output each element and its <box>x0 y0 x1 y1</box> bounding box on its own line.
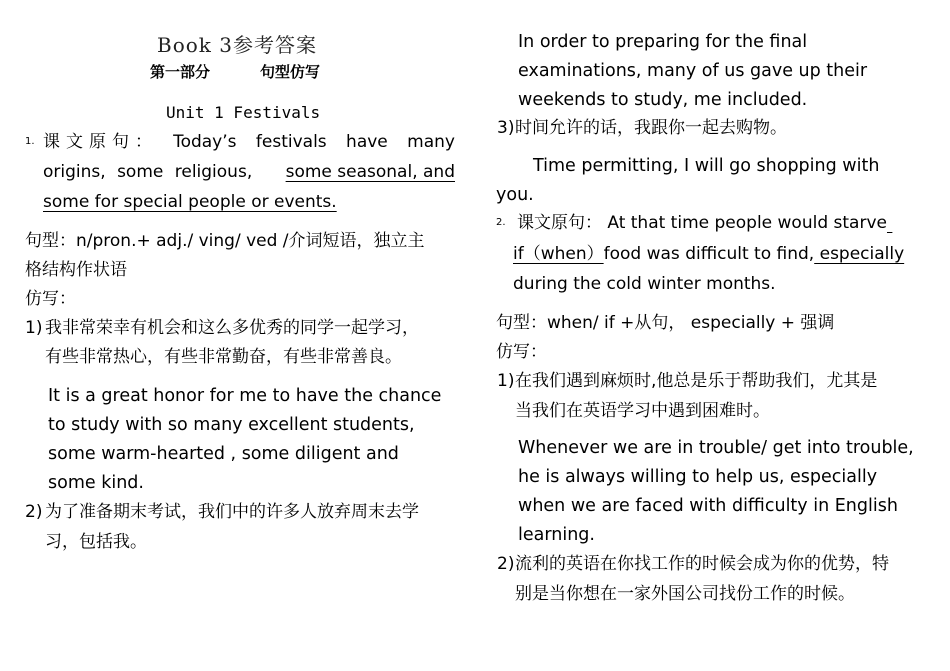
item1-ex2-en-line1: In order to preparing for the final <box>518 32 808 52</box>
item1-ex1-zh-line2: 有些非常热心，有些非常勤奋，有些非常善良。 <box>45 347 402 367</box>
item2-ex1-zh-line1: 在我们遇到麻烦时,他总是乐于帮助我们，尤其是 <box>515 371 878 391</box>
item1-pattern-line2: 格结构作状语 <box>25 260 127 280</box>
item1-ex3-zh: 时间允许的话，我跟你一起去购物。 <box>515 118 787 138</box>
item1-pattern-line1: 句型：n/pron.+ adj./ ving/ ved /介词短语，独立主 <box>25 231 425 251</box>
item2-ex2-zh-line2: 别是当你想在一家外国公司找份工作的时候。 <box>515 584 855 604</box>
item1-ex3-number: 3) <box>497 118 515 138</box>
item1-text-b: origins, some religious, <box>43 162 253 182</box>
unit-heading: Unit 1 Festivals <box>166 103 321 122</box>
item1-ex2-zh-line1: 为了准备期末考试，我们中的许多人放弃周末去学 <box>45 502 419 522</box>
item1-ex3-en-line1: Time permitting, I will go shopping with <box>533 156 880 176</box>
item2-text-b-underlined: if（when） <box>513 244 604 264</box>
item1-original <box>25 127 455 217</box>
page-title: Book 3参考答案 <box>157 33 317 57</box>
item1-text-a: Today’s festivals have many <box>173 132 455 152</box>
item2-text-c: during the cold winter months. <box>513 274 776 294</box>
item1-ex1-en-line4: some kind. <box>48 473 144 493</box>
item2-ex2-zh-line1: 流利的英语在你找工作的时候会成为你的优势，特 <box>515 554 889 574</box>
item1-ex1-number: 1) <box>25 318 43 338</box>
item2-imitate-label: 仿写： <box>496 342 547 362</box>
item2-pattern: 句型：when/ if +从句， especially + 强调 <box>496 313 835 333</box>
item1-ex1-en-line1: It is a great honor for me to have the chance <box>48 386 442 406</box>
item2-ex2-number: 2) <box>497 554 515 574</box>
item2-ex1-en-line4: learning. <box>518 525 595 545</box>
item1-ex3-en-line2: you. <box>496 185 534 205</box>
item2-ex1-number: 1) <box>497 371 515 391</box>
item2-ex1-en-line3: when we are faced with difficulty in English <box>518 496 898 516</box>
item2-number: 2. <box>496 217 506 228</box>
item1-ex2-en-line3: weekends to study, me included. <box>518 90 808 110</box>
item2-original-line1 <box>496 208 892 238</box>
item2-text-a: At that time people would starve <box>607 213 887 233</box>
item1-text-b-underlined: some seasonal, and <box>285 162 455 182</box>
item1-ex2-zh-line2: 习，包括我。 <box>45 532 147 552</box>
item2-label: 课文原句： <box>516 213 602 233</box>
item2-ex1-en-line1: Whenever we are in trouble/ get into trouble, <box>518 438 914 458</box>
item2-text-b: food was difficult to find, <box>603 244 815 264</box>
item1-ex1-en-line2: to study with so many excellent students, <box>48 415 415 435</box>
part-heading: 第一部分 <box>150 63 211 81</box>
item1-ex1-en-line3: some warm-hearted , some diligent and <box>48 444 399 464</box>
item2-original-line2 <box>513 239 904 269</box>
item1-label: 课文原句： <box>43 132 158 152</box>
item1-text-c-underlined: some for special people or events. <box>43 192 337 212</box>
item1-ex2-en-line2: examinations, many of us gave up their <box>518 61 868 81</box>
section-heading: 句型仿写 <box>260 63 321 81</box>
item1-number: 1. <box>25 136 35 147</box>
item2-text-b-underlined2: especially <box>814 244 905 264</box>
item1-ex2-number: 2) <box>25 502 43 522</box>
item2-ex1-zh-line2: 当我们在英语学习中遇到困难时。 <box>515 401 770 421</box>
item2-ex1-en-line2: he is always willing to help us, especially <box>518 467 878 487</box>
item1-ex1-zh-line1: 我非常荣幸有机会和这么多优秀的同学一起学习， <box>45 318 419 338</box>
item1-imitate-label: 仿写： <box>25 289 76 309</box>
